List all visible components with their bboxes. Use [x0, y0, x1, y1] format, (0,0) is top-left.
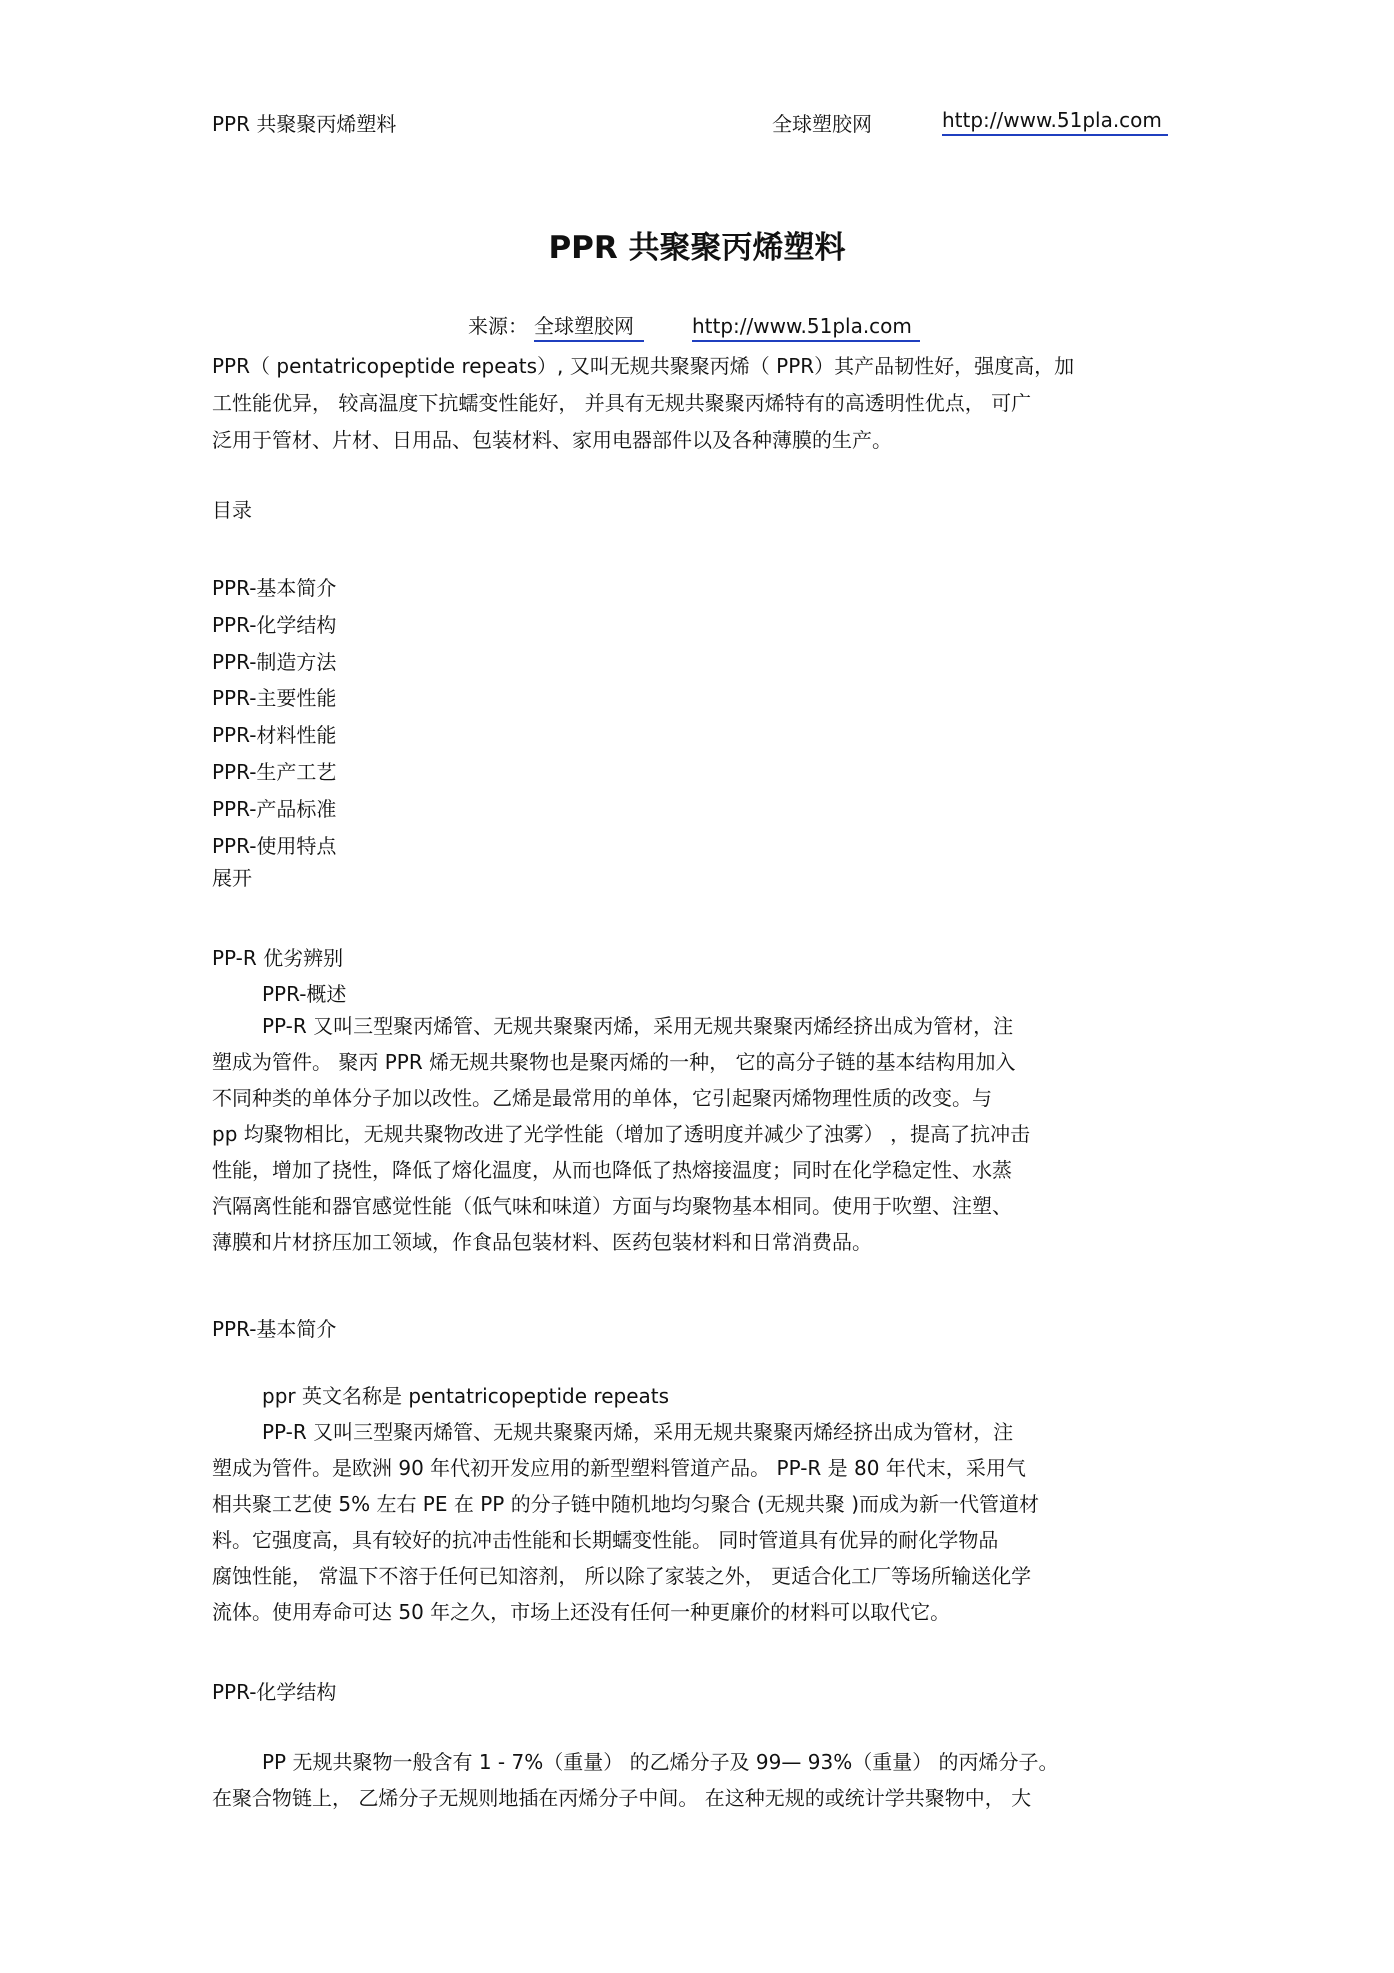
toc-item[interactable]: PPR-基本简介 [212, 576, 337, 600]
section-heading: PPR-化学结构 [212, 1680, 337, 1704]
paragraph-line: 腐蚀性能， 常温下不溶于任何已知溶剂， 所以除了家装之外， 更适合化工厂等场所输送化学 [212, 1564, 1032, 1588]
paragraph-line: PP-R 又叫三型聚丙烯管、无规共聚聚丙烯，采用无规共聚聚丙烯经挤出成为管材，注 [262, 1014, 1014, 1038]
toc-item[interactable]: PPR-主要性能 [212, 686, 337, 711]
toc-item[interactable]: PPR-生产工艺 [212, 759, 337, 784]
source-name-link[interactable]: 全球塑胶网 [534, 314, 644, 342]
paragraph-line: 汽隔离性能和器官感觉性能（低气味和味道）方面与均聚物基本相同。使用于吹塑、注塑、 [212, 1194, 1012, 1218]
toc-item[interactable]: PPR-材料性能 [212, 723, 337, 748]
basic-heading-block [212, 1311, 1192, 1347]
toc-list [212, 570, 1192, 864]
chem-heading-block [212, 1674, 1192, 1710]
paragraph-line: 在聚合物链上， 乙烯分子无规则地插在丙烯分子中间。 在这种无规的或统计学共聚物中， 大 [212, 1786, 1032, 1810]
section-subheading: PPR-概述 [262, 982, 347, 1006]
paragraph-line: 薄膜和片材挤压加工领域，作食品包装材料、医药包装材料和日常消费品。 [212, 1230, 872, 1254]
header-doc-title: PPR 共聚聚丙烯塑料 [212, 112, 397, 136]
intro-paragraph [212, 348, 1192, 459]
toc-item[interactable]: PPR-产品标准 [212, 796, 337, 821]
intro-line: 工性能优异， 较高温度下抗蠕变性能好， 并具有无规共聚聚丙烯特有的高透明性优点， 可广 [212, 391, 1032, 415]
paragraph-line: ppr 英文名称是 pentatricopeptide repeats [262, 1384, 670, 1408]
section-heading: PP-R 优劣辨别 [212, 946, 344, 970]
toc-expand-link[interactable]: 展开 [212, 866, 252, 890]
ppr-quality-section [212, 940, 1192, 1012]
chem-paragraph [212, 1744, 1192, 1816]
source-url-link[interactable]: http://www.51pla.com [692, 314, 920, 342]
source-label: 来源： [468, 314, 528, 338]
paragraph-line: 料。它强度高，具有较好的抗冲击性能和长期蠕变性能。 同时管道具有优异的耐化学物品 [212, 1528, 999, 1552]
intro-line: 泛用于管材、片材、日用品、包装材料、家用电器部件以及各种薄膜的生产。 [212, 428, 892, 452]
toc-heading: 目录 [212, 498, 252, 522]
toc-heading-block [212, 494, 1192, 523]
ppr-overview-paragraph [212, 1008, 1192, 1260]
paragraph-line: PP-R 又叫三型聚丙烯管、无规共聚聚丙烯，采用无规共聚聚丙烯经挤出成为管材，注 [262, 1420, 1014, 1444]
paragraph-line: 不同种类的单体分子加以改性。乙烯是最常用的单体，它引起聚丙烯物理性质的改变。与 [212, 1086, 992, 1110]
header-url-link[interactable]: http://www.51pla.com [942, 108, 1168, 136]
source-line [468, 310, 920, 339]
toc-item[interactable]: PPR-化学结构 [212, 612, 337, 637]
paragraph-line: 流体。使用寿命可达 50 年之久，市场上还没有任何一种更廉价的材料可以取代它。 [212, 1600, 951, 1624]
header-site-name: 全球塑胶网 [772, 112, 872, 136]
intro-line: PPR（ pentatricopeptide repeats）, 又叫无规共聚聚丙烯（ PPR）其产品韧性好，强度高，加 [212, 354, 1075, 378]
paragraph-line: 塑成为管件。 聚丙 PPR 烯无规共聚物也是聚丙烯的一种， 它的高分子链的基本结构用加入 [212, 1050, 1016, 1074]
toc-expand-block [212, 862, 1192, 891]
toc-item[interactable]: PPR-使用特点 [212, 833, 337, 858]
paragraph-line: 相共聚工艺使 5% 左右 PE 在 PP 的分子链中随机地均匀聚合 (无规共聚 )而成为新一代管道材 [212, 1492, 1040, 1516]
paragraph-line: 性能，增加了挠性，降低了熔化温度，从而也降低了热熔接温度；同时在化学稳定性、水蒸 [212, 1158, 1012, 1182]
paragraph-line: pp 均聚物相比，无规共聚物改进了光学性能（增加了透明度并减少了浊雾） ，提高了抗冲击 [212, 1122, 1031, 1146]
section-heading: PPR-基本简介 [212, 1317, 337, 1341]
basic-intro-paragraph [212, 1378, 1192, 1630]
toc-item[interactable]: PPR-制造方法 [212, 649, 337, 674]
document-title: PPR 共聚聚丙烯塑料 [548, 230, 846, 266]
page-header [212, 108, 1172, 138]
paragraph-line: PP 无规共聚物一般含有 1 - 7%（重量） 的乙烯分子及 99— 93%（重量） 的丙烯分子。 [262, 1750, 1059, 1774]
paragraph-line: 塑成为管件。是欧洲 90 年代初开发应用的新型塑料管道产品。 PP-R 是 80 年代末，采用气 [212, 1456, 1026, 1480]
